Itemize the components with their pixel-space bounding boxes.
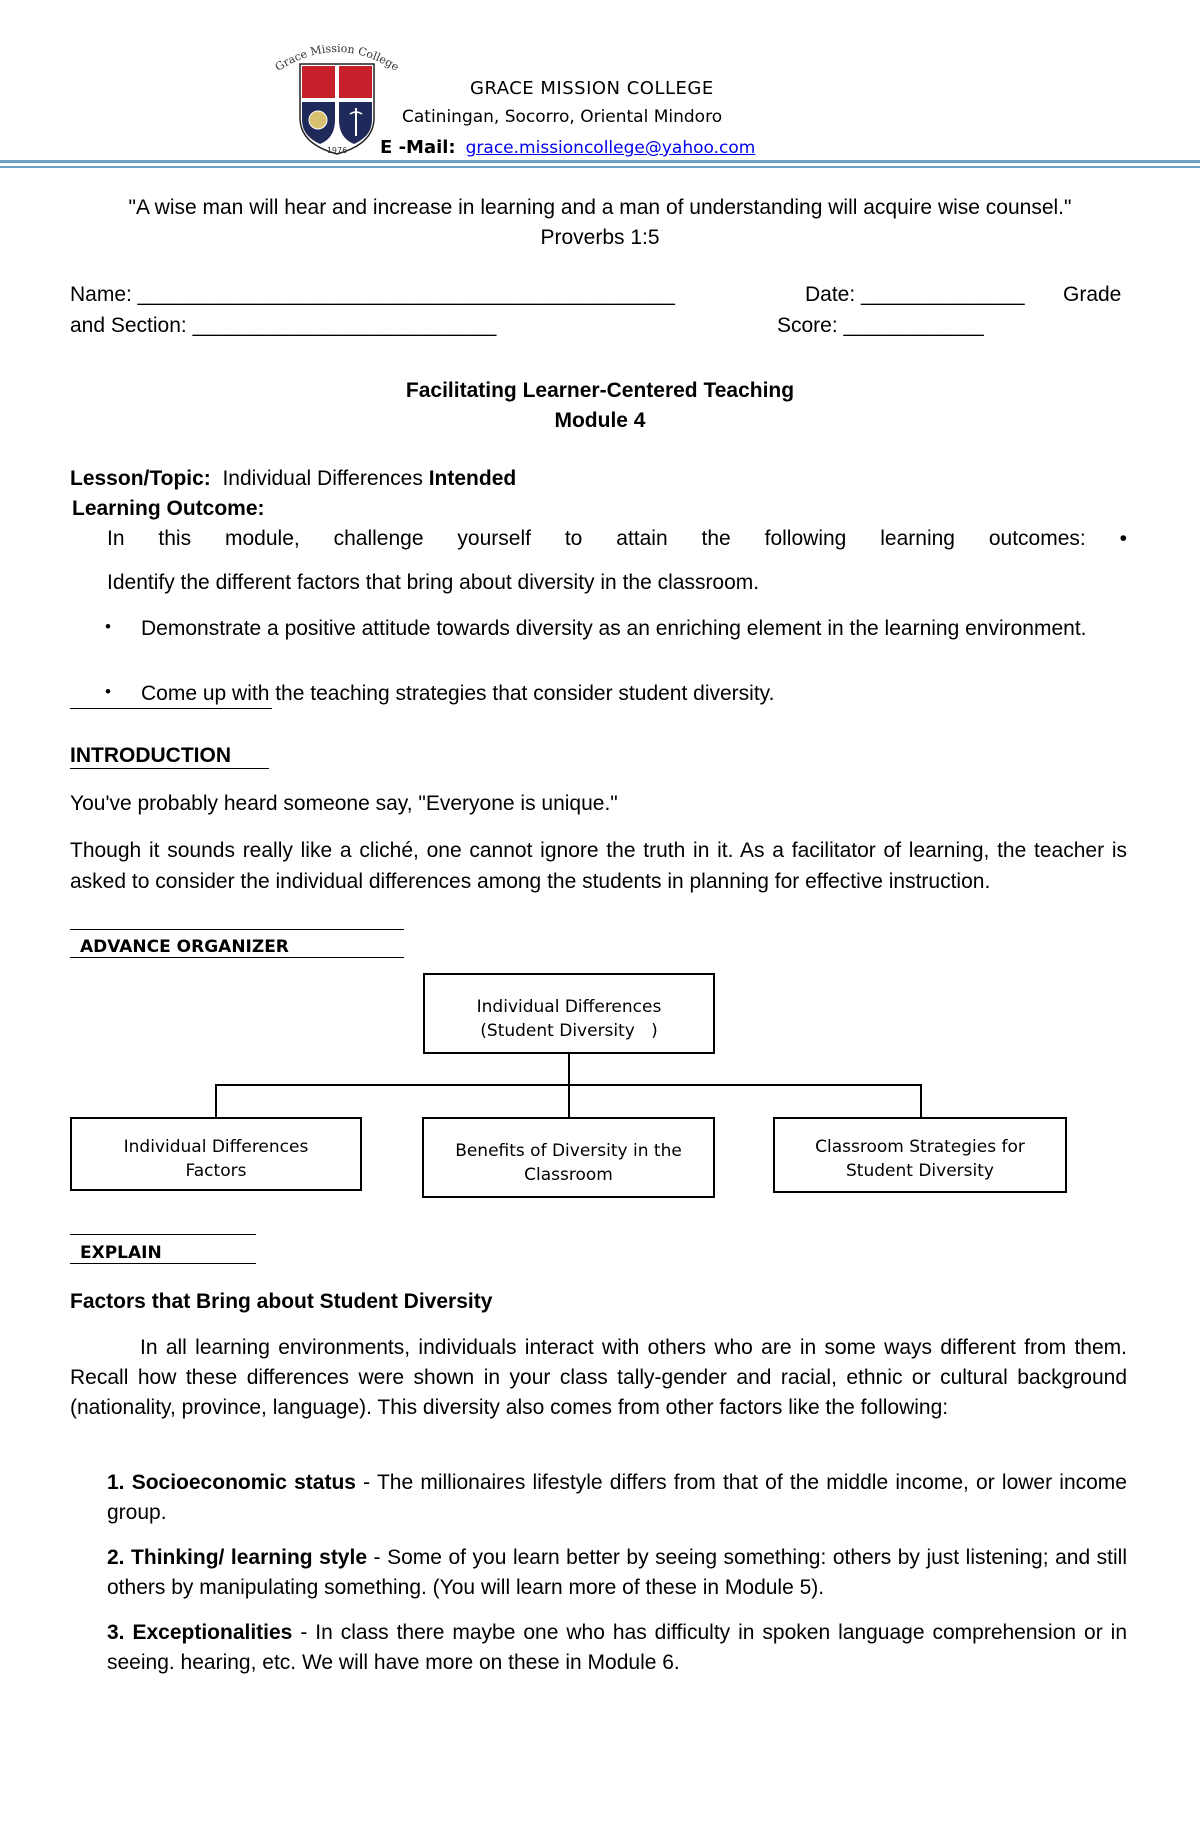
organizer-connector [568, 1084, 570, 1117]
learning-outcome-label: Learning Outcome: [72, 497, 265, 520]
bullet-icon: • [105, 617, 111, 636]
explain-heading: EXPLAIN [80, 1243, 162, 1263]
organizer-root-title: Individual Differences [476, 997, 662, 1017]
intended-word: Intended [428, 467, 517, 490]
objective-2: Demonstrate a positive attitude towards diversity as an enriching element in the learning environment. [141, 617, 1087, 640]
divider [70, 929, 404, 930]
college-name: GRACE MISSION COLLEGE [470, 78, 714, 99]
bullet-icon: • [105, 682, 111, 701]
factor-desc: - Some of you learn better by seeing something: others by just listening; and still others by manipulating something. (You will learn more of these in Module 5). [107, 1546, 1127, 1599]
divider [70, 1263, 256, 1264]
organizer-root-subtitle: (Student Diversity ) [480, 1021, 658, 1041]
introduction-paragraph-2: Though it sounds really like a cliché, one cannot ignore the truth in it. As a facilitator of learning, the teacher is asked to consider the individual differences among the students in planning for effective instruction. [70, 839, 1127, 893]
organizer-connector [215, 1084, 217, 1117]
organizer-box-line: Benefits of Diversity in the [455, 1141, 682, 1161]
quote-text: "A wise man will hear and increase in learning and a man of understanding will acquire wise counsel." [128, 196, 1072, 219]
logo-arc-text: Grace Mission College [272, 41, 402, 74]
quote-source: Proverbs 1:5 [540, 226, 660, 249]
divider [70, 957, 404, 958]
organizer-box-line: Student Diversity [846, 1161, 994, 1181]
organizer-box-line: Classroom Strategies for [815, 1137, 1025, 1157]
organizer-box-line: Factors [185, 1161, 247, 1181]
divider [70, 708, 272, 709]
score-field: Score: ____________ [777, 314, 984, 337]
factor-desc: - The millionaires lifestyle differs from that of the middle income, or lower income group. [107, 1471, 1127, 1524]
course-title: Facilitating Learner-Centered Teaching [405, 379, 795, 402]
header-rule-bottom [0, 166, 1200, 168]
email-label: E -Mail: [380, 137, 456, 158]
objective-3: Come up with the teaching strategies that consider student diversity. [141, 682, 775, 705]
organizer-box-strategies [773, 1117, 1067, 1193]
lesson-topic-line [70, 467, 516, 491]
college-email-line [380, 137, 755, 158]
name-field: Name: ______________________________________________ [70, 283, 675, 306]
organizer-box-line: Classroom [524, 1165, 613, 1185]
lesson-label: Lesson/Topic: [70, 467, 211, 490]
logo-year: 1976 [326, 146, 348, 155]
divider [70, 1234, 256, 1235]
bible-quote [60, 193, 1140, 253]
organizer-connector [920, 1084, 922, 1117]
college-email-link[interactable]: grace.missioncollege@yahoo.com [465, 138, 756, 158]
course-title-block [0, 376, 1200, 436]
factor-term: 3. Exceptionalities [107, 1621, 293, 1644]
factors-title: Factors that Bring about Student Diversity [70, 1290, 493, 1313]
organizer-box-line: Individual Differences [123, 1137, 309, 1157]
organizer-connector [568, 1054, 570, 1085]
objective-1: Identify the different factors that bring about diversity in the classroom. [107, 571, 760, 594]
header-rule-top [0, 160, 1200, 163]
factor-item [107, 1468, 1127, 1528]
factor-term: 1. Socioeconomic status [107, 1471, 356, 1494]
organizer-box-factors [70, 1117, 362, 1191]
factor-item [107, 1543, 1127, 1603]
factors-paragraph: In all learning environments, individuals interact with others who are in some ways different from them. Recall how these differences were shown in your class tally-gender and racial, ethnic or cultural background (nationality, province, language). This diversity also comes from other factors like the following: [70, 1336, 1127, 1419]
module-number: Module 4 [554, 409, 646, 432]
factor-term: 2. Thinking/ learning style [107, 1546, 368, 1569]
grade-label: Grade [1063, 283, 1122, 306]
factor-item [107, 1618, 1127, 1678]
organizer-box-benefits [422, 1117, 715, 1198]
organizer-root-box [423, 973, 715, 1054]
lesson-topic: Individual Differences [222, 467, 423, 490]
introduction-paragraph-1: You've probably heard someone say, "Everyone is unique." [70, 792, 618, 815]
college-address: Catiningan, Socorro, Oriental Mindoro [402, 107, 723, 127]
section-field: and Section: __________________________ [70, 314, 497, 337]
advance-organizer-heading: ADVANCE ORGANIZER [80, 937, 289, 957]
date-field: Date: ______________ [805, 283, 1025, 306]
introduction-heading: INTRODUCTION [70, 744, 269, 769]
factor-desc: - In class there maybe one who has difficulty in spoken language comprehension or in seeing. hearing, etc. We will have more on these in Module 6. [107, 1621, 1127, 1674]
outcomes-intro: In this module, challenge yourself to attain the following learning outcomes: • [107, 527, 1127, 550]
